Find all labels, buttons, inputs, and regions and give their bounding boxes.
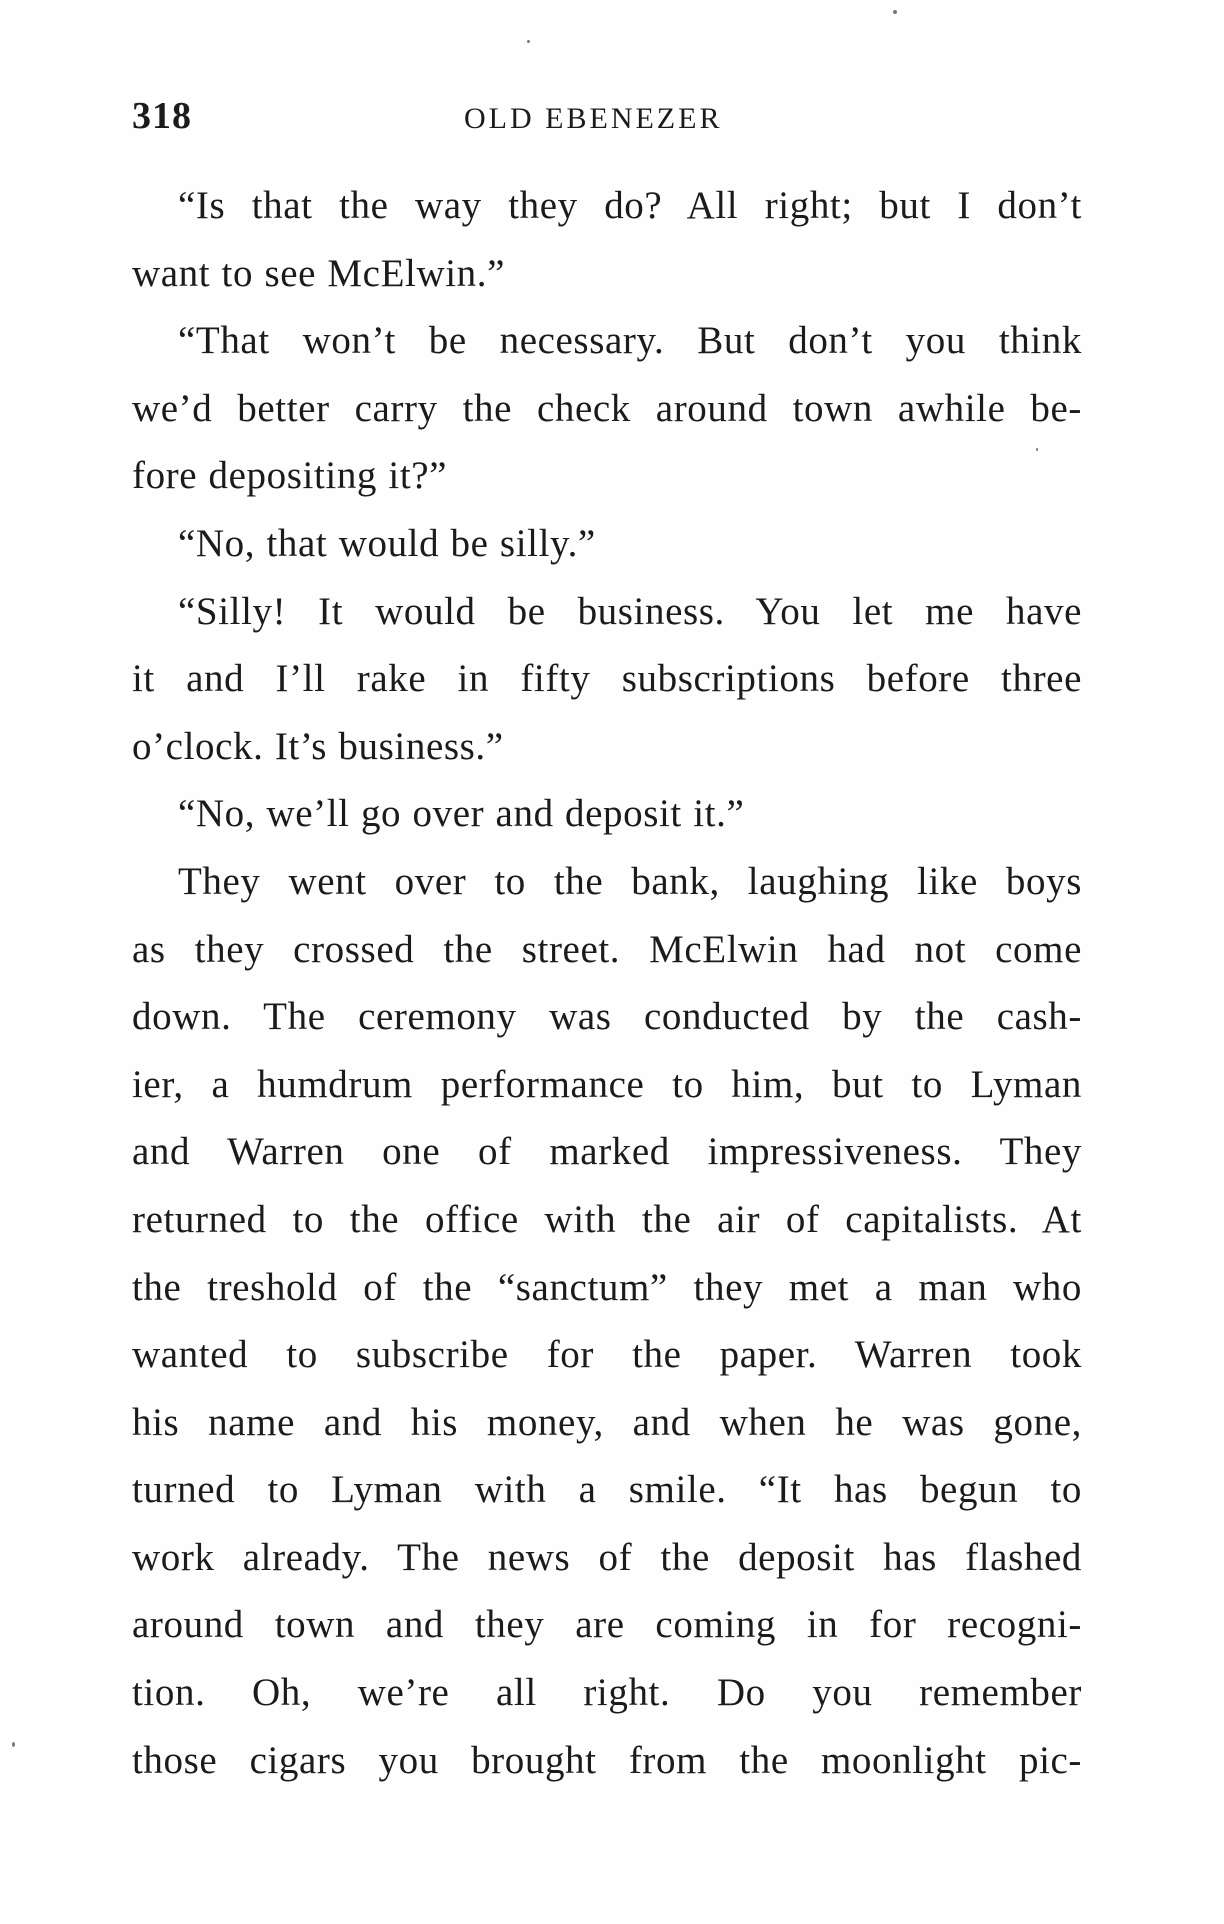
text-line: “Is that the way they do? All right; but I don’t bbox=[178, 184, 1082, 227]
page-header bbox=[132, 94, 1082, 144]
text-line: as they crossed the street. McElwin had not come bbox=[132, 927, 1082, 971]
page-body-text bbox=[132, 172, 1082, 1794]
text-line: it and I’ll rake in fifty subscriptions before three bbox=[132, 657, 1082, 701]
text-line: his name and his money, and when he was gone, bbox=[132, 1400, 1082, 1444]
text-line: those cigars you brought from the moonlight pic- bbox=[132, 1738, 1082, 1782]
text-line: tion. Oh, we’re all right. Do you remember bbox=[132, 1671, 1082, 1715]
text-line: and Warren one of marked impressiveness. They bbox=[132, 1130, 1082, 1174]
text-line: around town and they are coming in for recogni- bbox=[132, 1603, 1082, 1647]
text-line: “That won’t be necessary. But don’t you think bbox=[178, 319, 1082, 363]
text-line: “No, that would be silly.” bbox=[178, 521, 596, 565]
paper-speck bbox=[12, 1742, 15, 1747]
text-line: “No, we’ll go over and deposit it.” bbox=[178, 792, 745, 836]
text-line: want to see McElwin.” bbox=[132, 251, 505, 295]
running-title: OLD EBENEZER bbox=[464, 102, 723, 135]
text-line: They went over to the bank, laughing like boys bbox=[178, 859, 1082, 903]
page-number: 318 bbox=[132, 95, 192, 137]
text-line: wanted to subscribe for the paper. Warren took bbox=[132, 1333, 1082, 1377]
paper-speck bbox=[1036, 448, 1038, 451]
text-line: “Silly! It would be business. You let me have bbox=[178, 589, 1082, 633]
text-line: ier, a humdrum performance to him, but to Lyman bbox=[132, 1062, 1082, 1106]
text-line: we’d better carry the check around town awhile be- bbox=[132, 386, 1082, 430]
text-line: the treshold of the “sanctum” they met a man who bbox=[132, 1265, 1082, 1309]
text-line: o’clock. It’s business.” bbox=[132, 724, 504, 768]
text-line: turned to Lyman with a smile. “It has begun to bbox=[132, 1468, 1082, 1512]
text-line: returned to the office with the air of capitalists. At bbox=[132, 1197, 1082, 1241]
paper-speck bbox=[893, 10, 897, 14]
paper-speck bbox=[527, 40, 530, 43]
text-line: fore depositing it?” bbox=[132, 454, 448, 498]
text-line: down. The ceremony was conducted by the cash- bbox=[132, 995, 1082, 1039]
text-line: work already. The news of the deposit has flashed bbox=[132, 1535, 1082, 1579]
